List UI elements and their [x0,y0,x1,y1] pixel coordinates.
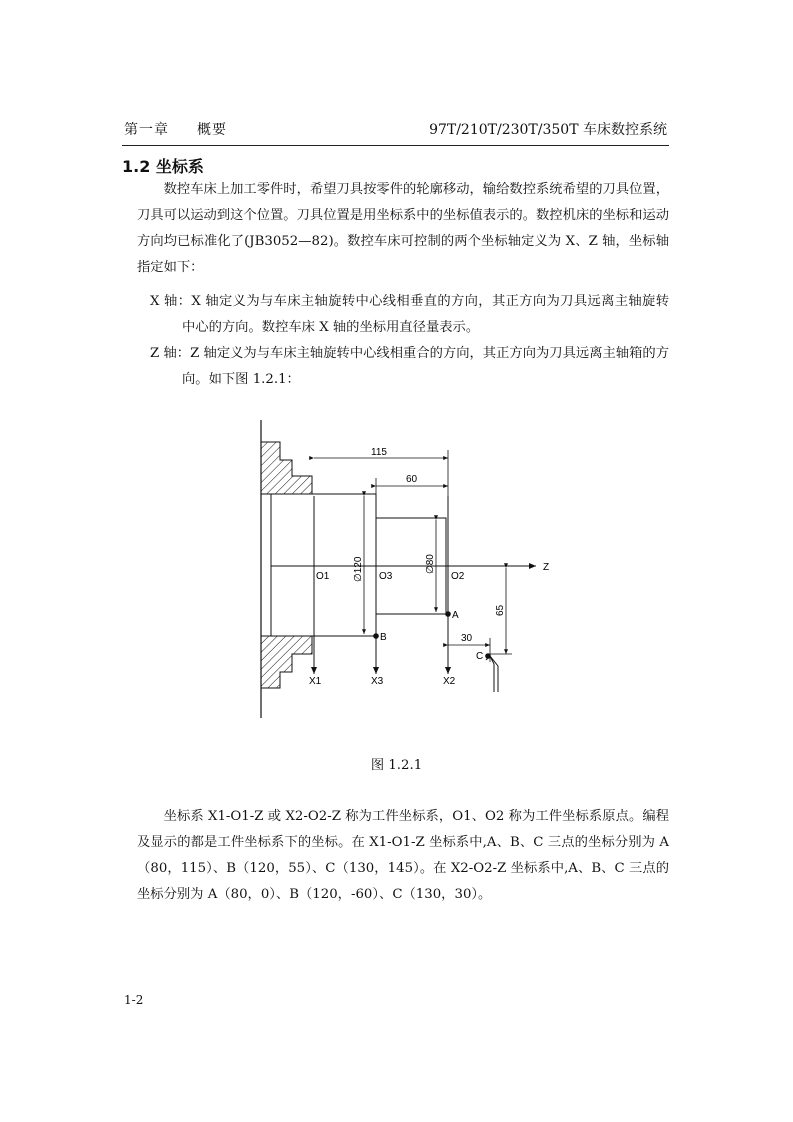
x2-axis-label: X2 [443,676,456,687]
chapter-title: 概要 [197,122,227,138]
z-axis-definition: Z 轴：Z 轴定义为与车床主轴旋转中心线相重合的方向，其正方向为刀具远离主轴箱的方向。如下图 1.2.1： [150,346,669,387]
point-c-label: C [476,651,484,662]
point-c-marker [485,653,491,659]
point-a-label: A [452,610,459,621]
figure-caption: 图 1.2.1 [370,758,423,773]
origin-o1-label: O1 [316,571,330,582]
cutting-tool [486,656,498,692]
origin-o3-label: O3 [379,571,393,582]
x-axis-definition-block [150,289,669,341]
origin-o2-label: O2 [451,571,465,582]
header-chapter [124,119,227,139]
dim-65-label: 65 [495,604,506,616]
explanation-paragraph: 坐标系 X1-O1-Z 或 X2-O2-Z 称为工件坐标系，O1、O2 称为工件坐标系原点。编程及显示的都是工件坐标系下的坐标。在 X1-O1-Z 坐标系中,A、B、C 三点的坐标分别为 A（80，115）、B（120，55）、C（130，145）。在 X2-O2-Z 坐标系中,A、B、C 三点的坐标分别为 A（80，0）、B（120，-60）、C（130，30）。 [137,809,669,902]
z-axis-definition-block [150,341,669,393]
x3-axis-label: X3 [371,676,384,687]
lathe-coordinate-figure [240,410,560,730]
section-title: 1.2 坐标系 [122,157,204,176]
upper-chuck-jaw [261,442,312,494]
dim-dia120-label: ∅120 [353,556,364,582]
page-number: 1-2 [124,993,144,1007]
dim-dia80-label: ∅80 [425,554,436,574]
point-a-marker [445,611,451,617]
dim-30-label: 30 [461,633,473,644]
header-product: 97T/210T/230T/350T 车床数控系统 [429,122,667,138]
chapter-label: 第一章 [124,122,169,138]
z-axis-label: Z [543,562,550,573]
dim-60-label: 60 [406,474,418,485]
lathe-diagram [240,410,560,730]
lower-chuck-jaw [261,636,312,688]
dim-115-label: 115 [371,447,387,458]
x1-axis-label: X1 [309,676,322,687]
x-axis-definition: X 轴：X 轴定义为与车床主轴旋转中心线相垂直的方向，其正方向为刀具远离主轴旋转中心的方向。数控车床 X 轴的坐标用直径量表示。 [150,294,669,335]
point-b-label: B [380,632,387,643]
intro-paragraph: 数控车床上加工零件时，希望刀具按零件的轮廓移动，输给数控系统希望的刀具位置，刀具可以运动到这个位置。刀具位置是用坐标系中的坐标值表示的。数控机床的坐标和运动方向均已标准化了(JB3052—82)。数控车床可控制的两个坐标轴定义为 X、Z 轴，坐标轴指定如下： [137,182,669,275]
point-b-marker [373,633,379,639]
header-divider [122,145,669,146]
